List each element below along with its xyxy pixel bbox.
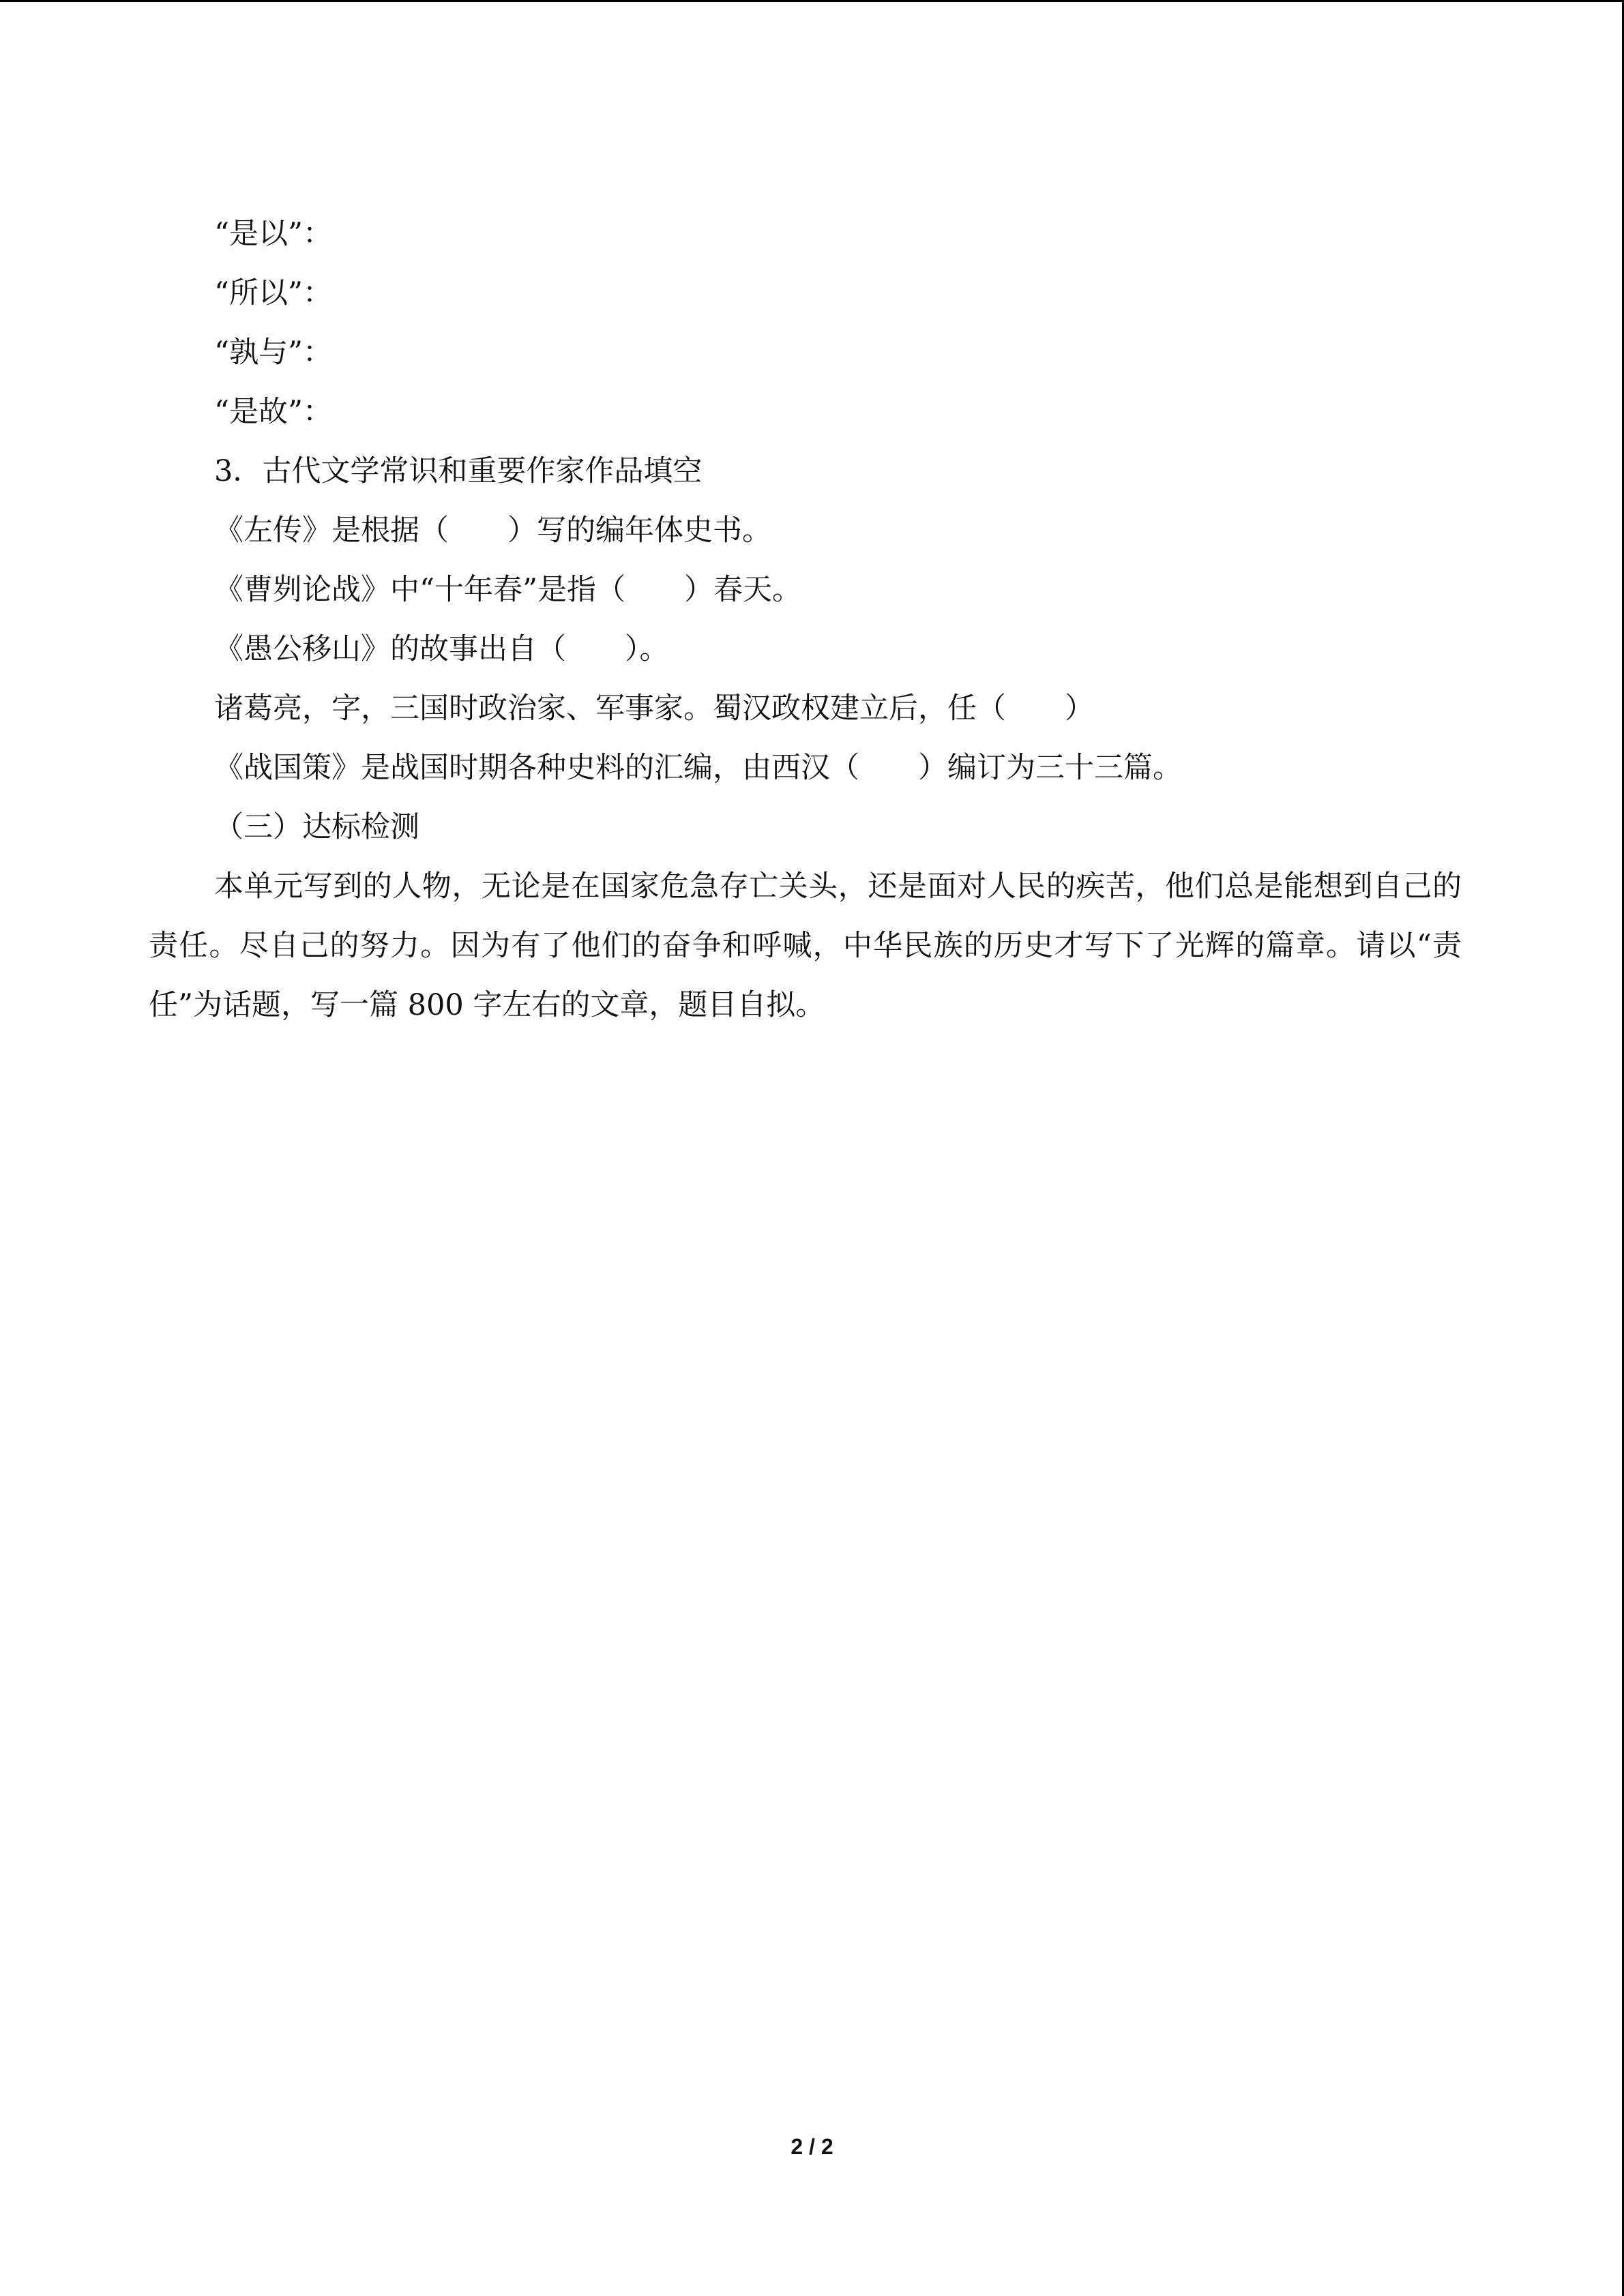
fill-blank-yugong: 《愚公移山》的故事出自（ ）。	[214, 632, 669, 666]
fill-blank-zuozhuan: 《左传》是根据（ ）写的编年体史书。	[214, 513, 771, 548]
document-body	[149, 205, 1462, 1035]
essay-prompt-paragraph: 本单元写到的人物，无论是在国家危急存亡关头，还是面对人民的疾苦，他们总是能想到自己的责任。尽自己的努力。因为有了他们的奋争和呼喊，中华民族的历史才写下了光辉的篇章。请以“责任”为话题，写一篇 800 字左右的文章，题目自拟。	[149, 869, 1462, 1022]
term-shuyu: “孰与”：	[214, 336, 332, 370]
section-heading-assessment: （三）达标检测	[214, 810, 419, 844]
top-border-line	[0, 0, 1624, 2]
term-shigu: “是故”：	[214, 395, 332, 429]
term-suoyi: “所以”：	[214, 276, 332, 310]
fill-blank-zhugeliang: 诸葛亮，字，三国时政治家、军事家。蜀汉政权建立后，任（ ）	[214, 691, 1094, 726]
page-number: 2 / 2	[791, 2134, 833, 2159]
section-heading-literature: 3．古代文学常识和重要作家作品填空	[214, 454, 703, 488]
fill-blank-zhanguoce: 《战国策》是战国时期各种史料的汇编，由西汉（ ）编订为三十三篇。	[214, 751, 1182, 785]
term-shiyi: “是以”：	[214, 217, 332, 251]
fill-blank-caogui: 《曹刿论战》中“十年春”是指（ ）春天。	[214, 573, 801, 607]
